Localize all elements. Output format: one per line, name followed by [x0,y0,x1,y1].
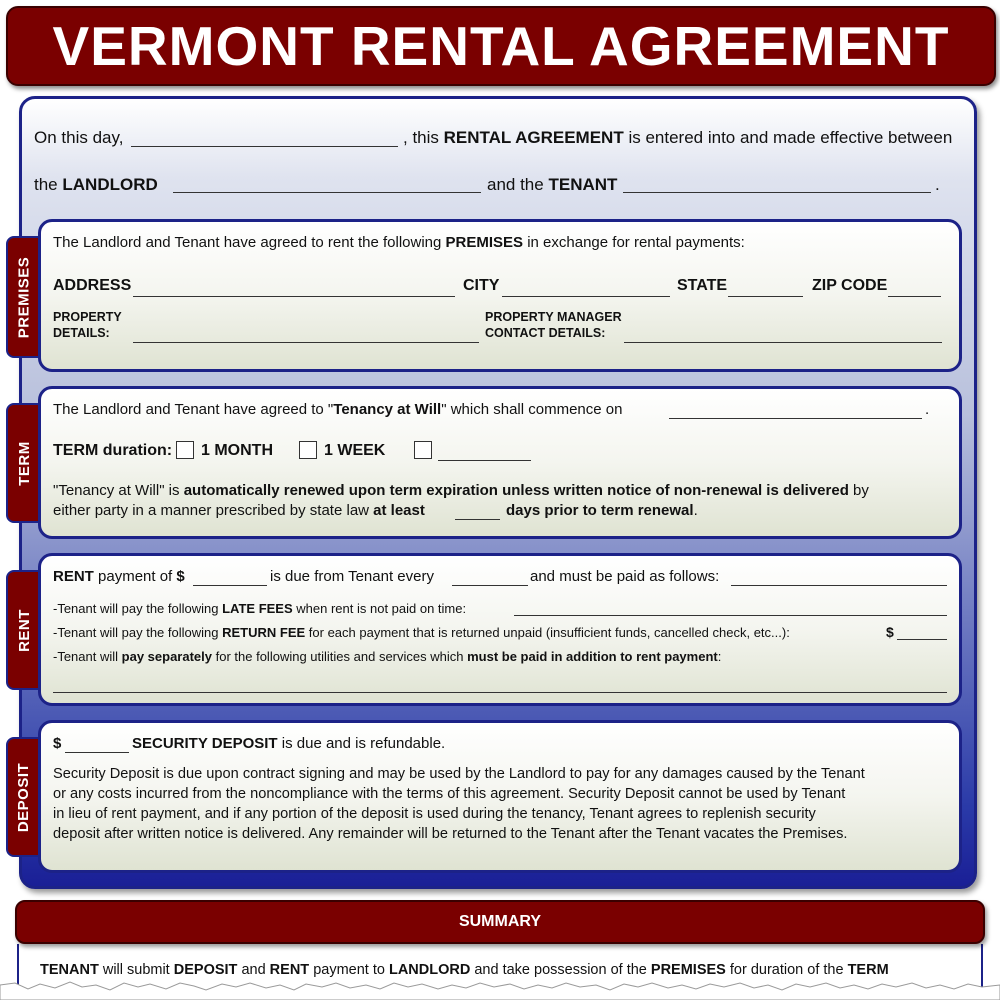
intro-line-1b: , this RENTAL AGREEMENT is entered into and made effective between [403,128,953,147]
term-renewal-line-1: "Tenancy at Will" is automatically renewed upon term expiration unless written notice of non-renewal is delivered by [53,482,869,499]
rent-amount-field[interactable] [193,585,267,586]
deposit-line-1: SECURITY DEPOSIT is due and is refundable. [132,735,446,752]
tenant-field[interactable] [623,192,931,193]
return-fee-field[interactable] [897,639,947,640]
tab-term: TERM [6,403,42,523]
rent-line-1b: is due from Tenant every [270,568,434,585]
zip-field[interactable] [888,296,941,297]
summary-header [15,900,985,944]
utilities-line: -Tenant will pay separately for the following utilities and services which must be paid in addition to rent payment: [53,649,722,664]
state-field[interactable] [728,296,803,297]
title-banner [6,6,996,86]
term-intro: The Landlord and Tenant have agreed to "Tenancy at Will" which shall commence on [53,401,623,418]
property-manager-label-1: PROPERTY MANAGER [485,310,622,324]
rent-line-1a: RENT payment of $ [53,568,185,585]
intro-period: . [935,175,940,194]
zip-label: ZIP CODE [812,277,888,294]
deposit-body-2: or any costs incurred from the noncompliance with the terms of this agreement. Security Deposit cannot be used by Tenant [53,786,846,802]
term-duration-label: TERM duration: [53,442,173,459]
summary-label: SUMMARY [458,913,542,930]
week-option-label: 1 WEEK [324,442,386,459]
summary-text: TENANT will submit DEPOSIT and RENT payment to LANDLORD and take possession of the PREMISES for duration of the TERM [40,962,889,978]
term-renewal-line-2b: days prior to term renewal. [506,502,698,519]
commence-date-field[interactable] [669,418,922,419]
return-fee-dollar: $ [886,624,894,640]
deposit-dollar: $ [53,735,62,752]
state-label: STATE [677,277,728,294]
address-field[interactable] [133,296,455,297]
intro-line-2b: and the TENANT [487,175,618,194]
address-label: ADDRESS [53,277,132,294]
rent-frequency-field[interactable] [452,585,528,586]
deposit-body-3: in lieu of rent payment, and if any portion of the deposit is used during the tenancy, Tenant agrees to replenish security [53,806,816,822]
landlord-field[interactable] [173,192,481,193]
return-fee-line: -Tenant will pay the following RETURN FEE for each payment that is returned unpaid (insufficient funds, cancelled check, etc...): [53,625,790,640]
tab-rent: RENT [6,570,42,690]
other-checkbox[interactable] [414,441,432,459]
tab-premises: PREMISES [6,236,42,358]
term-renewal-line-2a: either party in a manner prescribed by state law at least [53,502,425,519]
property-details-field[interactable] [133,342,479,343]
month-checkbox[interactable] [176,441,194,459]
rent-line-1c: and must be paid as follows: [530,568,720,585]
property-manager-field[interactable] [624,342,942,343]
late-fees-field[interactable] [514,615,947,616]
property-manager-label-2: CONTACT DETAILS: [485,326,606,340]
torn-edge [0,975,1000,1000]
date-field[interactable] [131,146,398,147]
intro-line-1: On this day, [34,128,124,147]
deposit-amount-field[interactable] [65,752,129,753]
deposit-body-1: Security Deposit is due upon contract signing and may be used by the Landlord to pay for any damages caused by the Tenant [53,766,865,782]
utilities-field[interactable] [53,692,947,693]
other-term-field[interactable] [438,460,531,461]
notice-days-field[interactable] [455,519,500,520]
document-title: VERMONT RENTAL AGREEMENT [52,14,950,77]
late-fees-line: -Tenant will pay the following LATE FEES when rent is not paid on time: [53,601,467,616]
month-option-label: 1 MONTH [201,442,273,459]
payment-method-field[interactable] [731,585,947,586]
term-intro-period: . [925,401,930,418]
week-checkbox[interactable] [299,441,317,459]
city-label: CITY [463,277,500,294]
intro-line-2: the LANDLORD [34,175,158,194]
property-details-label-1: PROPERTY [53,310,122,324]
property-details-label-2: DETAILS: [53,326,110,340]
premises-intro: The Landlord and Tenant have agreed to rent the following PREMISES in exchange for rental payments: [53,234,745,251]
tab-deposit: DEPOSIT [6,737,42,857]
deposit-body-4: deposit after written notice is delivered. Any remainder will be returned to the Tenant after the Tenant vacates the Premises. [53,826,848,842]
city-field[interactable] [502,296,670,297]
